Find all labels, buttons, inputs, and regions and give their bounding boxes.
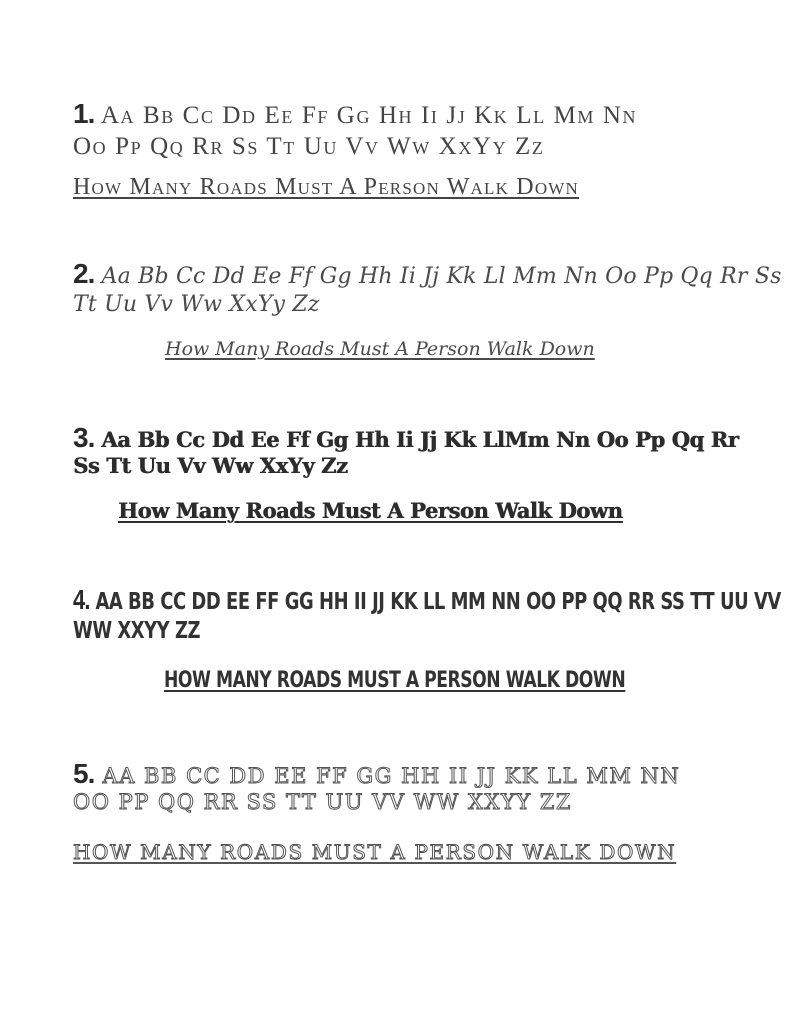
- section-number: 3.: [73, 422, 95, 453]
- alphabet-line-2: WW XXYY ZZ: [73, 618, 201, 644]
- alphabet-line-1: [73, 586, 781, 614]
- alphabet-text: Aa Bb Cc Dd Ee Ff Gg Hh Ii Jj Kk LlMm Nn Oo Pp Qq Rr: [101, 427, 739, 452]
- section-number: 4.: [73, 584, 90, 615]
- alphabet-text: AA BB CC DD EE FF GG HH II JJ KK LL MM NN OO PP QQ RR SS TT UU VV: [95, 589, 781, 615]
- sample-sentence: HOW MANY ROADS MUST A PERSON WALK DOWN: [73, 840, 677, 864]
- sample-sentence: How Many Roads Must A Person Walk Down: [73, 174, 580, 200]
- section-number: 2.: [73, 258, 95, 289]
- alphabet-line-1: [73, 424, 738, 452]
- alphabet-line-2: Ss Tt Uu Vv Ww XxYy Zz: [73, 453, 348, 478]
- sample-sentence: How Many Roads Must A Person Walk Down: [118, 498, 623, 523]
- alphabet-text: Aa Bb Cc Dd Ee Ff Gg Hh Ii Jj Kk Ll Mm Nn: [100, 102, 638, 129]
- alphabet-line-1: [73, 100, 637, 128]
- alphabet-line-2: OO PP QQ RR SS TT UU VV WW XXYY ZZ: [73, 790, 573, 814]
- alphabet-line-2: Tt Uu Vv Ww XxYy Zz: [73, 292, 320, 317]
- alphabet-line-1: [73, 760, 680, 788]
- sample-sentence: HOW MANY ROADS MUST A PERSON WALK DOWN: [164, 668, 626, 693]
- alphabet-text: Aa Bb Cc Dd Ee Ff Gg Hh Ii Jj Kk Ll Mm Nn Oo Pp Qq Rr Ss: [101, 264, 782, 289]
- alphabet-line-2: Oo Pp Qq Rr Ss Tt Uu Vv Ww XxYy Zz: [73, 133, 545, 160]
- sample-sentence: How Many Roads Must A Person Walk Down: [165, 338, 595, 360]
- alphabet-text: AA BB CC DD EE FF GG HH II JJ KK LL MM NN: [102, 764, 681, 788]
- section-number: 5.: [73, 758, 95, 789]
- section-number: 1.: [73, 98, 95, 129]
- alphabet-line-1: [73, 260, 782, 288]
